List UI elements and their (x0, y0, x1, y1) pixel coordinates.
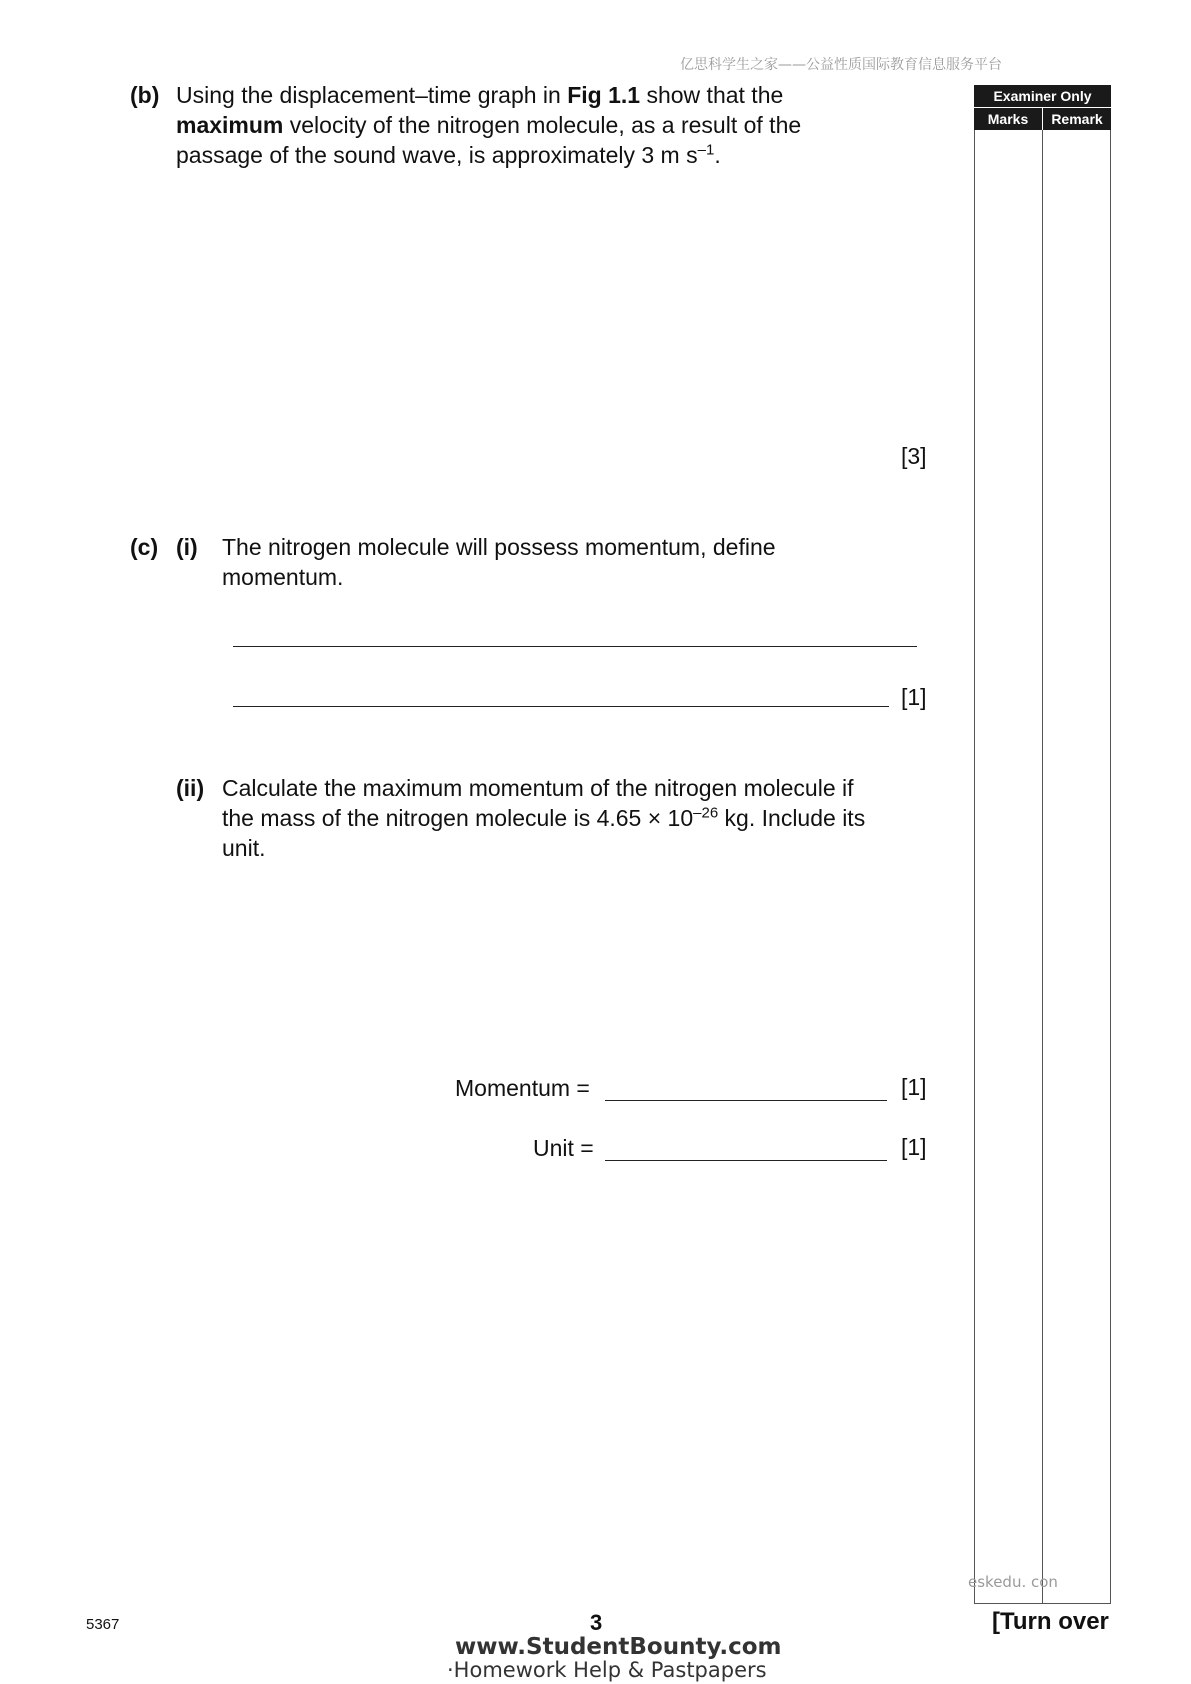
turn-over: [Turn over (992, 1608, 1109, 1635)
watermark: eskedu. con (968, 1573, 1058, 1591)
unit-answer-line[interactable] (605, 1160, 887, 1161)
part-c-ii-label: (ii) (176, 775, 205, 801)
remark-header: Remark (1043, 108, 1111, 130)
part-c-ii-question: Calculate the maximum momentum of the nitrogen molecule if the mass of the nitrogen molecule is $4.65 \times 10^{-26}$ kg. Include its unit. (222, 775, 866, 861)
part-c-i-question: The nitrogen molecule will possess momentum, define momentum. (222, 534, 776, 590)
unit-label: Unit = (533, 1135, 594, 1161)
unit-mark: [1] (901, 1134, 927, 1160)
answer-line-2[interactable] (233, 706, 889, 707)
part-b-question: Using the displacement–time graph in Fig 1.1 show that the maximum velocity of the nitrogen molecule, as a result of the passage of the sound wave, is approximately 3 m $s^{-1}$. (176, 82, 802, 168)
header-note: 亿思科学生之家——公益性质国际教育信息服务平台 (680, 57, 1002, 73)
momentum-label: Momentum = (455, 1075, 590, 1101)
answer-line-1[interactable] (233, 646, 917, 647)
momentum-answer-line[interactable] (605, 1100, 887, 1101)
studentbounty-tagline: ·Homework Help & Pastpapers (447, 1658, 767, 1682)
momentum-mark: [1] (901, 1074, 927, 1100)
part-b-label: (b) (130, 82, 160, 108)
studentbounty-logo[interactable]: www.StudentBounty.com (455, 1634, 782, 1660)
paper-code: 5367 (86, 1616, 120, 1633)
remark-column (1042, 130, 1111, 1604)
part-c-label: (c) (130, 534, 159, 560)
part-c-i-label: (i) (176, 534, 198, 560)
part-b-mark: [3] (901, 443, 927, 469)
marks-header: Marks (974, 108, 1042, 130)
part-c-i-mark: [1] (901, 684, 927, 710)
marks-column (974, 130, 1043, 1604)
examiner-only-header: Examiner Only (974, 85, 1111, 107)
page-number: 3 (590, 1610, 603, 1635)
